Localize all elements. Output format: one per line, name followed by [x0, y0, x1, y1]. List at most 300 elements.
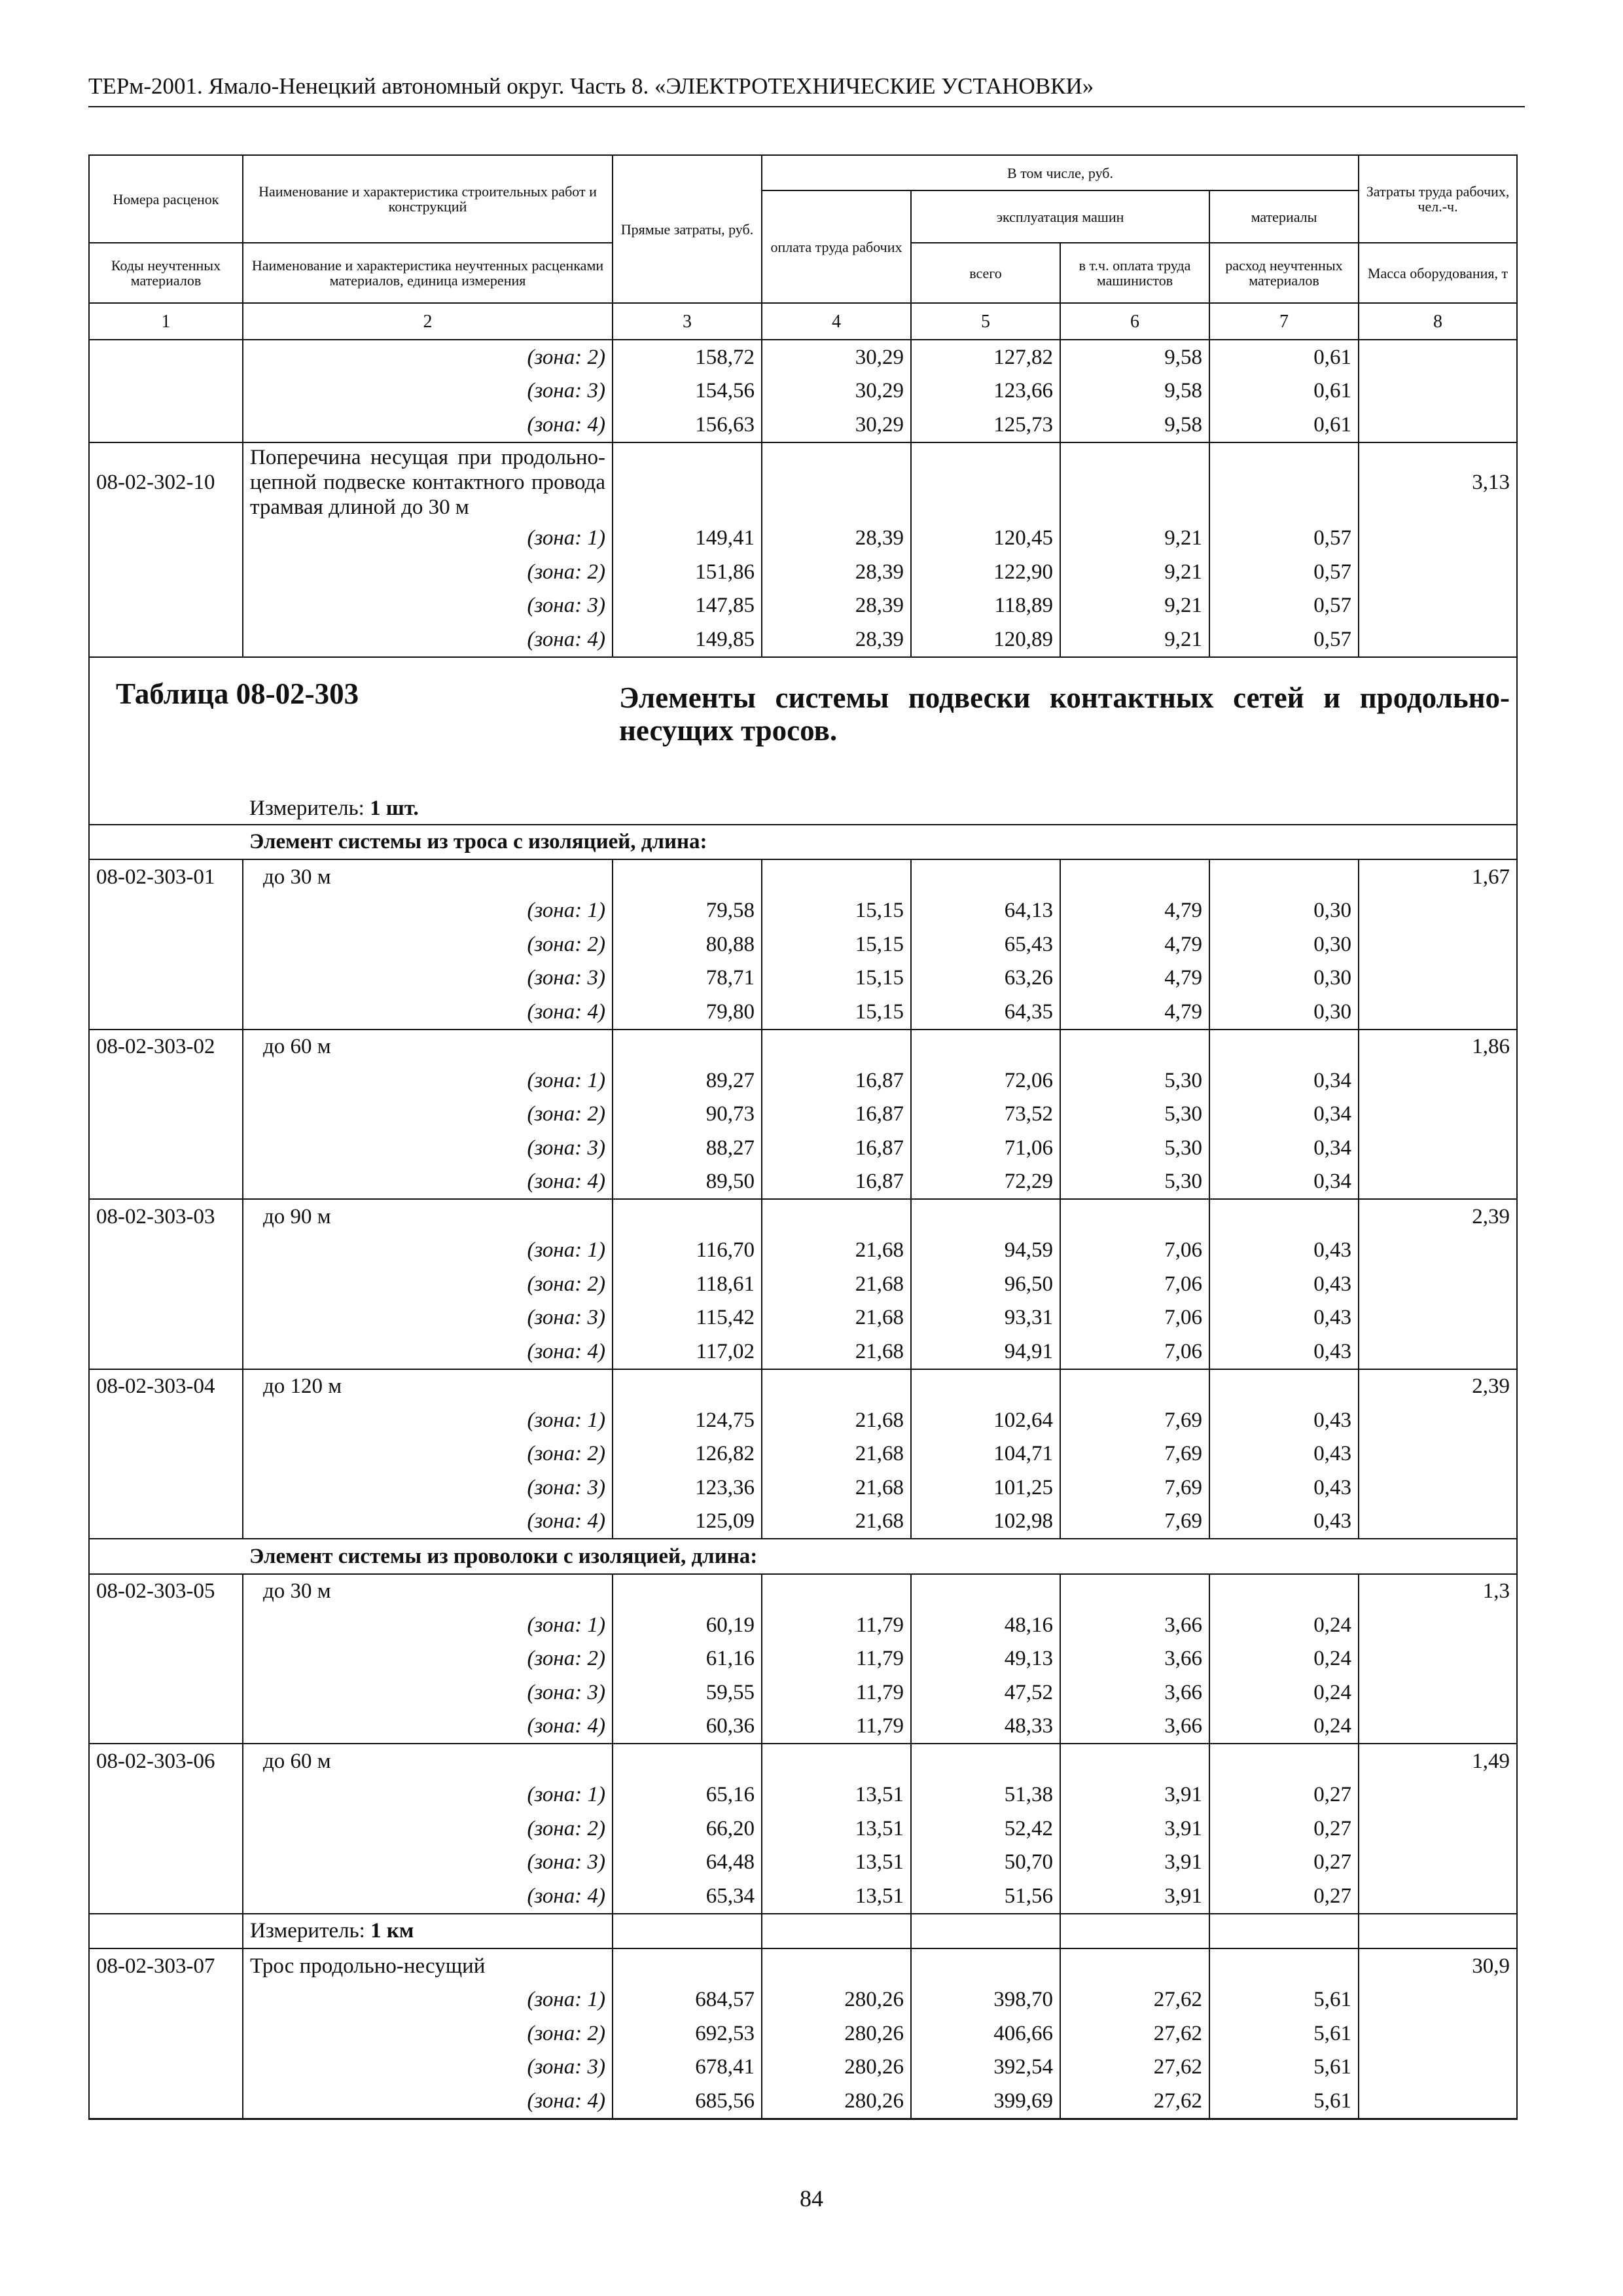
direct-costs-value: 60,36 [613, 1710, 762, 1744]
rate-code-cell [89, 1983, 243, 2017]
work-description: до 60 м [243, 1744, 613, 1778]
empty-cell [911, 442, 1060, 522]
rate-code-cell [89, 374, 243, 408]
material-consumption-value: 0,24 [1209, 1710, 1359, 1744]
machines-total-value: 120,89 [911, 622, 1060, 657]
machinist-pay-value: 5,30 [1060, 1064, 1209, 1098]
direct-costs-value: 158,72 [613, 340, 762, 374]
header-direct-costs: Прямые затраты, руб. [613, 155, 762, 303]
material-consumption-value: 0,34 [1209, 1064, 1359, 1098]
worker-pay-value: 30,29 [762, 340, 911, 374]
header-equipment-mass: Масса оборудования, т [1359, 243, 1517, 303]
machines-total-value: 122,90 [911, 555, 1060, 589]
worker-pay-value: 280,26 [762, 2017, 911, 2051]
header-work-name: Наименование и характеристика строительных работ и конструкций [243, 155, 613, 243]
empty-cell [911, 1744, 1060, 1778]
labor-costs-value [1359, 1471, 1517, 1505]
material-consumption-value: 0,24 [1209, 1676, 1359, 1710]
zone-label: (зона: 2) [243, 1437, 613, 1471]
zone-label: (зона: 3) [243, 2051, 613, 2085]
empty-cell [613, 1369, 762, 1404]
labor-costs-value [1359, 1335, 1517, 1369]
labor-costs-value: 3,13 [1359, 442, 1517, 522]
zone-row [89, 1642, 1517, 1676]
worker-pay-value: 30,29 [762, 408, 911, 442]
zone-label: (зона: 4) [243, 1165, 613, 1200]
zone-row [89, 1846, 1517, 1880]
worker-pay-value: 15,15 [762, 927, 911, 961]
material-consumption-value: 0,30 [1209, 927, 1359, 961]
rate-code-cell [89, 2051, 243, 2085]
machinist-pay-value: 7,06 [1060, 1234, 1209, 1268]
worker-pay-value: 280,26 [762, 2051, 911, 2085]
material-consumption-value: 0,57 [1209, 589, 1359, 623]
zone-label: (зона: 1) [243, 1983, 613, 2017]
header-rule [88, 106, 1525, 107]
header-machine-operation: эксплуатация машин [911, 190, 1209, 243]
rate-item-row [89, 1030, 1517, 1064]
labor-costs-value [1359, 1642, 1517, 1676]
machines-total-value: 71,06 [911, 1131, 1060, 1165]
machines-total-value: 398,70 [911, 1983, 1060, 2017]
section-heading: Элемент системы из проволоки с изоляцией, длина: [243, 1539, 1517, 1574]
worker-pay-value: 16,87 [762, 1098, 911, 1132]
zone-row [89, 1608, 1517, 1642]
labor-costs-value [1359, 1710, 1517, 1744]
material-consumption-value: 0,43 [1209, 1471, 1359, 1505]
machinist-pay-value: 5,30 [1060, 1131, 1209, 1165]
running-head: ТЕРм-2001. Ямало-Ненецкий автономный округ. Часть 8. «ЭЛЕКТРОТЕХНИЧЕСКИЕ УСТАНОВКИ» [88, 73, 1094, 99]
labor-costs-value [1359, 1505, 1517, 1539]
material-consumption-value: 0,27 [1209, 1846, 1359, 1880]
work-description: до 90 м [243, 1199, 613, 1234]
table-title-row [89, 657, 1517, 793]
worker-pay-value: 21,68 [762, 1505, 911, 1539]
worker-pay-value: 280,26 [762, 2084, 911, 2119]
material-consumption-value: 0,61 [1209, 408, 1359, 442]
labor-costs-value [1359, 1879, 1517, 1914]
machines-total-value: 120,45 [911, 522, 1060, 556]
work-description: Поперечина несущая при продольно-цепной подвеске контактного провода трамвая длиной до 30 м [243, 442, 613, 522]
empty-cell [762, 1369, 911, 1404]
material-consumption-value: 0,43 [1209, 1505, 1359, 1539]
header-worker-pay: оплата труда рабочих [762, 190, 911, 303]
worker-pay-value: 21,68 [762, 1335, 911, 1369]
direct-costs-value: 65,34 [613, 1879, 762, 1914]
rate-code-cell [89, 1676, 243, 1710]
machines-total-value: 127,82 [911, 340, 1060, 374]
worker-pay-value: 30,29 [762, 374, 911, 408]
machinist-pay-value: 4,79 [1060, 961, 1209, 996]
machinist-pay-value: 27,62 [1060, 2017, 1209, 2051]
machines-total-value: 47,52 [911, 1676, 1060, 1710]
section-row [89, 825, 1517, 860]
labor-costs-value [1359, 1608, 1517, 1642]
zone-label: (зона: 3) [243, 1846, 613, 1880]
empty-cell [613, 1744, 762, 1778]
zone-row [89, 1267, 1517, 1301]
direct-costs-value: 88,27 [613, 1131, 762, 1165]
labor-costs-value [1359, 894, 1517, 928]
empty-cell [911, 1914, 1060, 1949]
direct-costs-value: 78,71 [613, 961, 762, 996]
zone-row [89, 2084, 1517, 2119]
zone-label: (зона: 2) [243, 555, 613, 589]
labor-costs-value [1359, 995, 1517, 1030]
direct-costs-value: 89,50 [613, 1165, 762, 1200]
direct-costs-value: 117,02 [613, 1335, 762, 1369]
zone-row [89, 1710, 1517, 1744]
material-consumption-value: 0,43 [1209, 1234, 1359, 1268]
empty-cell [1060, 1030, 1209, 1064]
direct-costs-value: 685,56 [613, 2084, 762, 2119]
machines-total-value: 72,06 [911, 1064, 1060, 1098]
machinist-pay-value: 7,69 [1060, 1471, 1209, 1505]
empty-cell [762, 859, 911, 894]
machines-total-value: 73,52 [911, 1098, 1060, 1132]
zone-row [89, 1676, 1517, 1710]
empty-cell [1209, 1574, 1359, 1609]
labor-costs-value: 1,3 [1359, 1574, 1517, 1609]
direct-costs-value: 61,16 [613, 1642, 762, 1676]
labor-costs-value: 2,39 [1359, 1369, 1517, 1404]
column-number: 3 [613, 303, 762, 340]
zone-row [89, 1335, 1517, 1369]
machines-total-value: 102,64 [911, 1403, 1060, 1437]
column-number: 5 [911, 303, 1060, 340]
worker-pay-value: 280,26 [762, 1983, 911, 2017]
worker-pay-value: 28,39 [762, 555, 911, 589]
machines-total-value: 49,13 [911, 1642, 1060, 1676]
zone-row [89, 1778, 1517, 1812]
rate-item-row [89, 1744, 1517, 1778]
machinist-pay-value: 9,21 [1060, 589, 1209, 623]
rate-code-cell [89, 522, 243, 556]
measure-spacer [89, 793, 243, 825]
section-code-cell [89, 1539, 243, 1574]
machines-total-value: 392,54 [911, 2051, 1060, 2085]
measure-label-text: Измеритель: [249, 796, 370, 820]
material-consumption-value: 5,61 [1209, 2084, 1359, 2119]
worker-pay-value: 11,79 [762, 1608, 911, 1642]
zone-row [89, 1098, 1517, 1132]
rate-item-row [89, 1948, 1517, 1983]
worker-pay-value: 15,15 [762, 894, 911, 928]
worker-pay-value: 28,39 [762, 622, 911, 657]
zone-label: (зона: 3) [243, 1471, 613, 1505]
rate-code-cell [89, 995, 243, 1030]
rate-code-cell [89, 408, 243, 442]
zone-row [89, 1165, 1517, 1200]
material-consumption-value: 0,57 [1209, 522, 1359, 556]
table-name: Элементы системы подвески контактных сетей и продольно-несущих тросов. [619, 681, 1510, 747]
empty-cell [613, 1948, 762, 1983]
zone-label: (зона: 2) [243, 1642, 613, 1676]
direct-costs-value: 115,42 [613, 1301, 762, 1335]
measure-row [89, 793, 1517, 825]
machines-total-value: 50,70 [911, 1846, 1060, 1880]
rate-code-cell [89, 927, 243, 961]
work-description: до 60 м [243, 1030, 613, 1064]
machines-total-value: 104,71 [911, 1437, 1060, 1471]
rate-code-cell [89, 1335, 243, 1369]
rate-code-cell [89, 1879, 243, 1914]
worker-pay-value: 16,87 [762, 1131, 911, 1165]
material-consumption-value: 5,61 [1209, 1983, 1359, 2017]
rate-code-cell [89, 340, 243, 374]
material-consumption-value: 0,43 [1209, 1437, 1359, 1471]
empty-cell [762, 442, 911, 522]
labor-costs-value [1359, 1676, 1517, 1710]
header-labor-costs: Затраты труда рабочих, чел.-ч. [1359, 155, 1517, 243]
empty-cell [762, 1744, 911, 1778]
header-material-consumption: расход неучтенных материалов [1209, 243, 1359, 303]
machinist-pay-value: 3,66 [1060, 1710, 1209, 1744]
machines-total-value: 94,59 [911, 1234, 1060, 1268]
zone-row [89, 1471, 1517, 1505]
header-machinist-pay: в т.ч. оплата труда машинистов [1060, 243, 1209, 303]
empty-cell [762, 1030, 911, 1064]
zone-row [89, 1064, 1517, 1098]
header-materials: материалы [1209, 190, 1359, 243]
zone-row [89, 522, 1517, 556]
machines-total-value: 125,73 [911, 408, 1060, 442]
worker-pay-value: 21,68 [762, 1403, 911, 1437]
labor-costs-value [1359, 340, 1517, 374]
machines-total-value: 118,89 [911, 589, 1060, 623]
machinist-pay-value: 9,58 [1060, 340, 1209, 374]
column-number: 2 [243, 303, 613, 340]
rate-code: 08-02-303-05 [89, 1574, 243, 1609]
labor-costs-value [1359, 1064, 1517, 1098]
zone-label: (зона: 4) [243, 1879, 613, 1914]
empty-cell [1209, 1030, 1359, 1064]
machinist-pay-value: 7,06 [1060, 1335, 1209, 1369]
direct-costs-value: 124,75 [613, 1403, 762, 1437]
labor-costs-value [1359, 1267, 1517, 1301]
machinist-pay-value: 3,66 [1060, 1608, 1209, 1642]
labor-costs-value: 1,67 [1359, 859, 1517, 894]
rate-code-cell [89, 1064, 243, 1098]
machinist-pay-value: 3,91 [1060, 1846, 1209, 1880]
direct-costs-value: 60,19 [613, 1608, 762, 1642]
zone-row [89, 589, 1517, 623]
machinist-pay-value: 9,58 [1060, 374, 1209, 408]
worker-pay-value: 13,51 [762, 1812, 911, 1846]
worker-pay-value: 28,39 [762, 589, 911, 623]
machines-total-value: 64,35 [911, 995, 1060, 1030]
worker-pay-value: 11,79 [762, 1710, 911, 1744]
zone-row [89, 555, 1517, 589]
worker-pay-value: 11,79 [762, 1642, 911, 1676]
direct-costs-value: 64,48 [613, 1846, 762, 1880]
empty-cell [1060, 859, 1209, 894]
material-consumption-value: 0,30 [1209, 894, 1359, 928]
machinist-pay-value: 3,91 [1060, 1879, 1209, 1914]
rate-item-row [89, 1574, 1517, 1609]
header-material-codes: Коды неучтенных материалов [89, 243, 243, 303]
zone-label: (зона: 2) [243, 1812, 613, 1846]
labor-costs-value [1359, 1437, 1517, 1471]
worker-pay-value: 21,68 [762, 1267, 911, 1301]
direct-costs-value: 154,56 [613, 374, 762, 408]
labor-costs-value [1359, 2017, 1517, 2051]
labor-costs-value: 30,9 [1359, 1948, 1517, 1983]
labor-costs-value [1359, 1234, 1517, 1268]
zone-row [89, 1403, 1517, 1437]
machinist-pay-value: 3,66 [1060, 1642, 1209, 1676]
empty-cell [911, 1369, 1060, 1404]
machinist-pay-value: 7,69 [1060, 1505, 1209, 1539]
machines-total-value: 399,69 [911, 2084, 1060, 2119]
direct-costs-value: 59,55 [613, 1676, 762, 1710]
rate-code: 08-02-303-04 [89, 1369, 243, 1404]
zone-row [89, 1234, 1517, 1268]
table-name-cell [613, 657, 1517, 793]
machines-total-value: 94,91 [911, 1335, 1060, 1369]
machinist-pay-value: 9,58 [1060, 408, 1209, 442]
zone-label: (зона: 4) [243, 995, 613, 1030]
machines-total-value: 123,66 [911, 374, 1060, 408]
worker-pay-value: 16,87 [762, 1165, 911, 1200]
section-code-cell [89, 825, 243, 860]
material-consumption-value: 0,30 [1209, 995, 1359, 1030]
zone-row [89, 1879, 1517, 1914]
rates-table [88, 154, 1518, 2120]
zone-label: (зона: 1) [243, 1778, 613, 1812]
zone-row [89, 622, 1517, 657]
empty-cell [613, 1030, 762, 1064]
rate-code-cell [89, 1403, 243, 1437]
rate-code-cell [89, 589, 243, 623]
rate-code: 08-02-303-02 [89, 1030, 243, 1064]
zone-row [89, 408, 1517, 442]
table-header [89, 155, 1517, 340]
material-consumption-value: 0,43 [1209, 1403, 1359, 1437]
direct-costs-value: 684,57 [613, 1983, 762, 2017]
machines-total-value: 65,43 [911, 927, 1060, 961]
work-description: Трос продольно-несущий [243, 1948, 613, 1983]
empty-cell [613, 1914, 762, 1949]
empty-cell [1060, 442, 1209, 522]
machinist-pay-value: 9,21 [1060, 622, 1209, 657]
machines-total-value: 406,66 [911, 2017, 1060, 2051]
material-consumption-value: 0,43 [1209, 1267, 1359, 1301]
rate-code: 08-02-302-10 [89, 442, 243, 522]
worker-pay-value: 13,51 [762, 1879, 911, 1914]
rate-code-cell [89, 961, 243, 996]
zone-label: (зона: 2) [243, 340, 613, 374]
rate-code-cell [89, 1301, 243, 1335]
empty-cell [1209, 442, 1359, 522]
zone-label: (зона: 3) [243, 589, 613, 623]
work-description: до 30 м [243, 859, 613, 894]
machines-total-value: 48,16 [911, 1608, 1060, 1642]
empty-cell [1209, 1199, 1359, 1234]
machines-total-value: 63,26 [911, 961, 1060, 996]
worker-pay-value: 11,79 [762, 1676, 911, 1710]
worker-pay-value: 21,68 [762, 1234, 911, 1268]
rate-code-cell [89, 1505, 243, 1539]
empty-cell [1060, 1744, 1209, 1778]
rate-code-cell [89, 1812, 243, 1846]
measure-unit: 1 шт. [370, 796, 419, 820]
machinist-pay-value: 3,66 [1060, 1676, 1209, 1710]
worker-pay-value: 13,51 [762, 1778, 911, 1812]
machines-total-value: 48,33 [911, 1710, 1060, 1744]
labor-costs-value: 1,86 [1359, 1030, 1517, 1064]
zone-label: (зона: 1) [243, 1234, 613, 1268]
direct-costs-value: 80,88 [613, 927, 762, 961]
machinist-pay-value: 7,06 [1060, 1267, 1209, 1301]
empty-cell [1060, 1948, 1209, 1983]
header-including: В том числе, руб. [762, 155, 1359, 190]
machines-total-value: 72,29 [911, 1165, 1060, 1200]
machinist-pay-value: 7,06 [1060, 1301, 1209, 1335]
machinist-pay-value: 5,30 [1060, 1165, 1209, 1200]
page-number: 84 [800, 2185, 823, 2212]
empty-cell [1060, 1914, 1209, 1949]
direct-costs-value: 149,41 [613, 522, 762, 556]
material-consumption-value: 5,61 [1209, 2017, 1359, 2051]
machinist-pay-value: 4,79 [1060, 894, 1209, 928]
labor-costs-value [1359, 408, 1517, 442]
labor-costs-value [1359, 374, 1517, 408]
labor-costs-value [1359, 961, 1517, 996]
empty-cell [1359, 1914, 1517, 1949]
empty-cell [1209, 1369, 1359, 1404]
empty-cell [911, 1948, 1060, 1983]
rate-item-row [89, 442, 1517, 522]
worker-pay-value: 28,39 [762, 522, 911, 556]
zone-row [89, 995, 1517, 1030]
labor-costs-value [1359, 1403, 1517, 1437]
labor-costs-value [1359, 622, 1517, 657]
empty-cell [1209, 1744, 1359, 1778]
zone-row [89, 2017, 1517, 2051]
zone-label: (зона: 3) [243, 961, 613, 996]
direct-costs-value: 89,27 [613, 1064, 762, 1098]
header-machines-total: всего [911, 243, 1060, 303]
empty-cell [1060, 1199, 1209, 1234]
material-consumption-value: 0,27 [1209, 1812, 1359, 1846]
machinist-pay-value: 9,21 [1060, 522, 1209, 556]
rate-code-cell [89, 622, 243, 657]
machinist-pay-value: 27,62 [1060, 2051, 1209, 2085]
measure-label [243, 1914, 613, 1949]
zone-label: (зона: 3) [243, 1131, 613, 1165]
machines-total-value: 51,38 [911, 1778, 1060, 1812]
measure-unit: 1 км [370, 1919, 414, 1943]
rate-code-cell [89, 2017, 243, 2051]
header-material-names: Наименование и характеристика неучтенных расценками материалов, единица измерения [243, 243, 613, 303]
direct-costs-value: 79,80 [613, 995, 762, 1030]
material-consumption-value: 0,34 [1209, 1165, 1359, 1200]
worker-pay-value: 16,87 [762, 1064, 911, 1098]
direct-costs-value: 149,85 [613, 622, 762, 657]
direct-costs-value: 151,86 [613, 555, 762, 589]
labor-costs-value [1359, 1778, 1517, 1812]
measure-label-text: Измеритель: [250, 1919, 371, 1943]
direct-costs-value: 66,20 [613, 1812, 762, 1846]
machinist-pay-value: 7,69 [1060, 1437, 1209, 1471]
material-consumption-value: 0,30 [1209, 961, 1359, 996]
zone-row [89, 374, 1517, 408]
empty-cell [762, 1914, 911, 1949]
empty-cell [762, 1199, 911, 1234]
machines-total-value: 102,98 [911, 1505, 1060, 1539]
zone-row [89, 961, 1517, 996]
